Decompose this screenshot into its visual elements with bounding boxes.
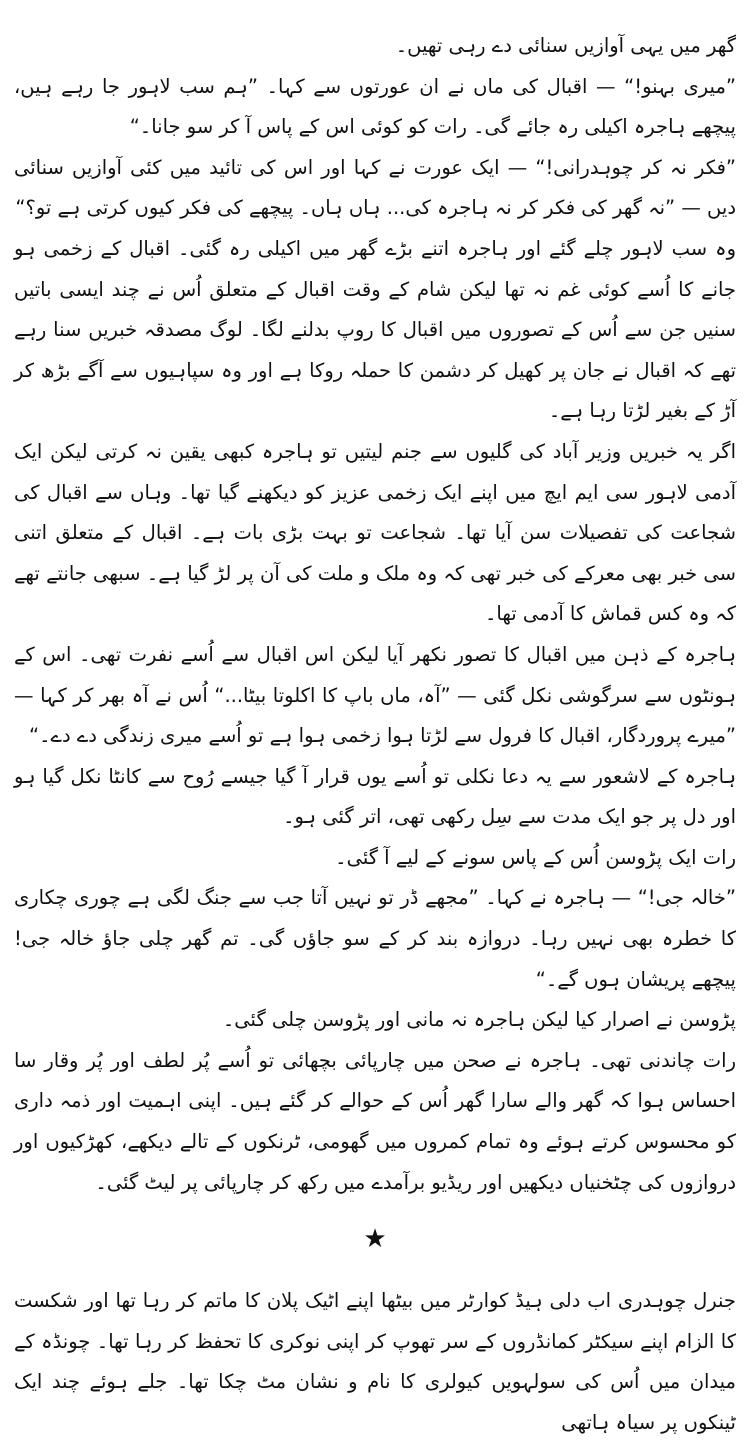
paragraph: وہ سب لاہور چلے گئے اور ہاجرہ اتنے بڑے گھر میں اکیلی رہ گئی۔ اقبال کے زخمی ہو جانے کا اُسے کوئی غم نہ تھا لیکن شام کے وقت اقبال کے متعلق اُس نے چند ایسی باتیں سنیں جن سے اُس کے تصوروں میں اقبال کا روپ بدلنے لگا۔ لوگ مصدقہ خبریں سنا رہے تھے کہ اقبال نے جان پر کھیل کر دشمن کا حملہ روکا ہے اور وہ سپاہیوں سے آگے بڑھ کر آڑ کے بغیر لڑتا رہا ہے۔ xyxy=(14,236,736,423)
paragraph: رات چاندنی تھی۔ ہاجرہ نے صحن میں چارپائی بچھائی تو اُسے پُر لطف اور پُر وقار سا احساس ہوا کہ گھر والے سارا گھر اُس کے حوالے کر گئے ہیں۔ اپنی اہمیت اور ذمہ داری کو محسوس کرتے ہوئے وہ تمام کمروں میں گھومی، ٹرنکوں کے تالے دیکھے، کھڑکیوں اور دروازوں کی چٹخنیاں دیکھیں اور ریڈیو برآمدے میں رکھ کر چارپائی پر لیٹ گئی۔ xyxy=(14,1048,736,1194)
paragraph: ہاجرہ کے ذہن میں اقبال کا تصور نکھر آیا لیکن اس اقبال سے اُسے نفرت تھی۔ اس کے ہونٹوں سے سرگوشی نکل گئی — ”آہ، ماں باپ کا اکلوتا بیٹا...“ اُس نے آہ بھر کر کہا — ”میرے پروردگار، اقبال کا فرول سے لڑتا ہوا زخمی ہوا ہے تو اُسے میری زندگی دے دے۔“ xyxy=(14,642,736,748)
section-break-star-icon: ★ xyxy=(363,1224,387,1255)
paragraph: جنرل چوہدری اب دلی ہیڈ کوارٹر میں بیٹھا اپنے اٹیک پلان کا ماتم کر رہا تھا اور شکست کا الزام اپنے سیکٹر کمانڈروں کے سر تھوپ کر اپنی نوکری کا تحفظ کر رہا تھا۔ چونڈہ کے میدان میں اُس کی سولہویں کیولری کا نام و نشان مٹ چکا تھا۔ جلے ہوئے چند ایک ٹینکوں پر سیاہ ہاتھی xyxy=(14,1289,736,1434)
section-one xyxy=(14,26,736,1203)
paragraph: ”میری بہنو!“ — اقبال کی ماں نے ان عورتوں سے کہا۔ ”ہم سب لاہور جا رہے ہیں، پیچھے ہاجرہ اکیلی رہ جائے گی۔ رات کو کوئی اس کے پاس آ کر سو جانا۔“ xyxy=(14,74,736,139)
paragraph: رات ایک پڑوسن اُس کے پاس سونے کے لیے آ گئی۔ xyxy=(335,845,736,869)
section-two xyxy=(14,1281,736,1443)
paragraph: گھر میں یہی آوازیں سنائی دے رہی تھیں۔ xyxy=(395,34,736,57)
paragraph: ”فکر نہ کر چوہدرانی!“ — ایک عورت نے کہا اور اس کی تائید میں کئی آوازیں سنائی دیں — ”نہ گھر کی فکر کر نہ ہاجرہ کی... ہاں ہاں۔ پیچھے کی فکر کیوں کرتی ہے تو؟“ xyxy=(14,155,736,220)
paragraph: ”خالہ جی!“ — ہاجرہ نے کہا۔ ”مجھے ڈر تو نہیں آتا جب سے جنگ لگی ہے چوری چکاری کا خطرہ بھی نہیں رہا۔ دروازہ بند کر کے سو جاؤں گی۔ تم گھر چلی جاؤ خالہ جی! پیچھے پریشان ہوں گے۔“ xyxy=(14,886,736,991)
paragraph: اگر یہ خبریں وزیر آباد کی گلیوں سے جنم لیتیں تو ہاجرہ کبھی یقین نہ کرتی لیکن ایک آدمی لاہور سی ایم ایچ میں اپنے ایک زخمی عزیز کو دیکھنے گیا تھا۔ وہاں سے اقبال کی شجاعت کی تفصیلات سن آیا تھا۔ شجاعت تو بہت بڑی بات ہے۔ اقبال کے متعلق اتنی سی خبر بھی معرکے کی خبر تھی کہ وہ ملک و ملت کی آن پر لڑ گیا ہے۔ سبھی جانتے تھے کہ وہ کس قماش کا آدمی تھا۔ xyxy=(14,439,736,626)
paragraph: ہاجرہ کے لاشعور سے یہ دعا نکلی تو اُسے یوں قرار آ گیا جیسے رُوح سے کانٹا نکل گیا ہو اور دل پر جو ایک مدت سے سِل رکھی تھی، اتر گئی ہو۔ xyxy=(14,764,736,829)
paragraph: پڑوسن نے اصرار کیا لیکن ہاجرہ نہ مانی اور پڑوسن چلی گئی۔ xyxy=(222,1008,736,1032)
